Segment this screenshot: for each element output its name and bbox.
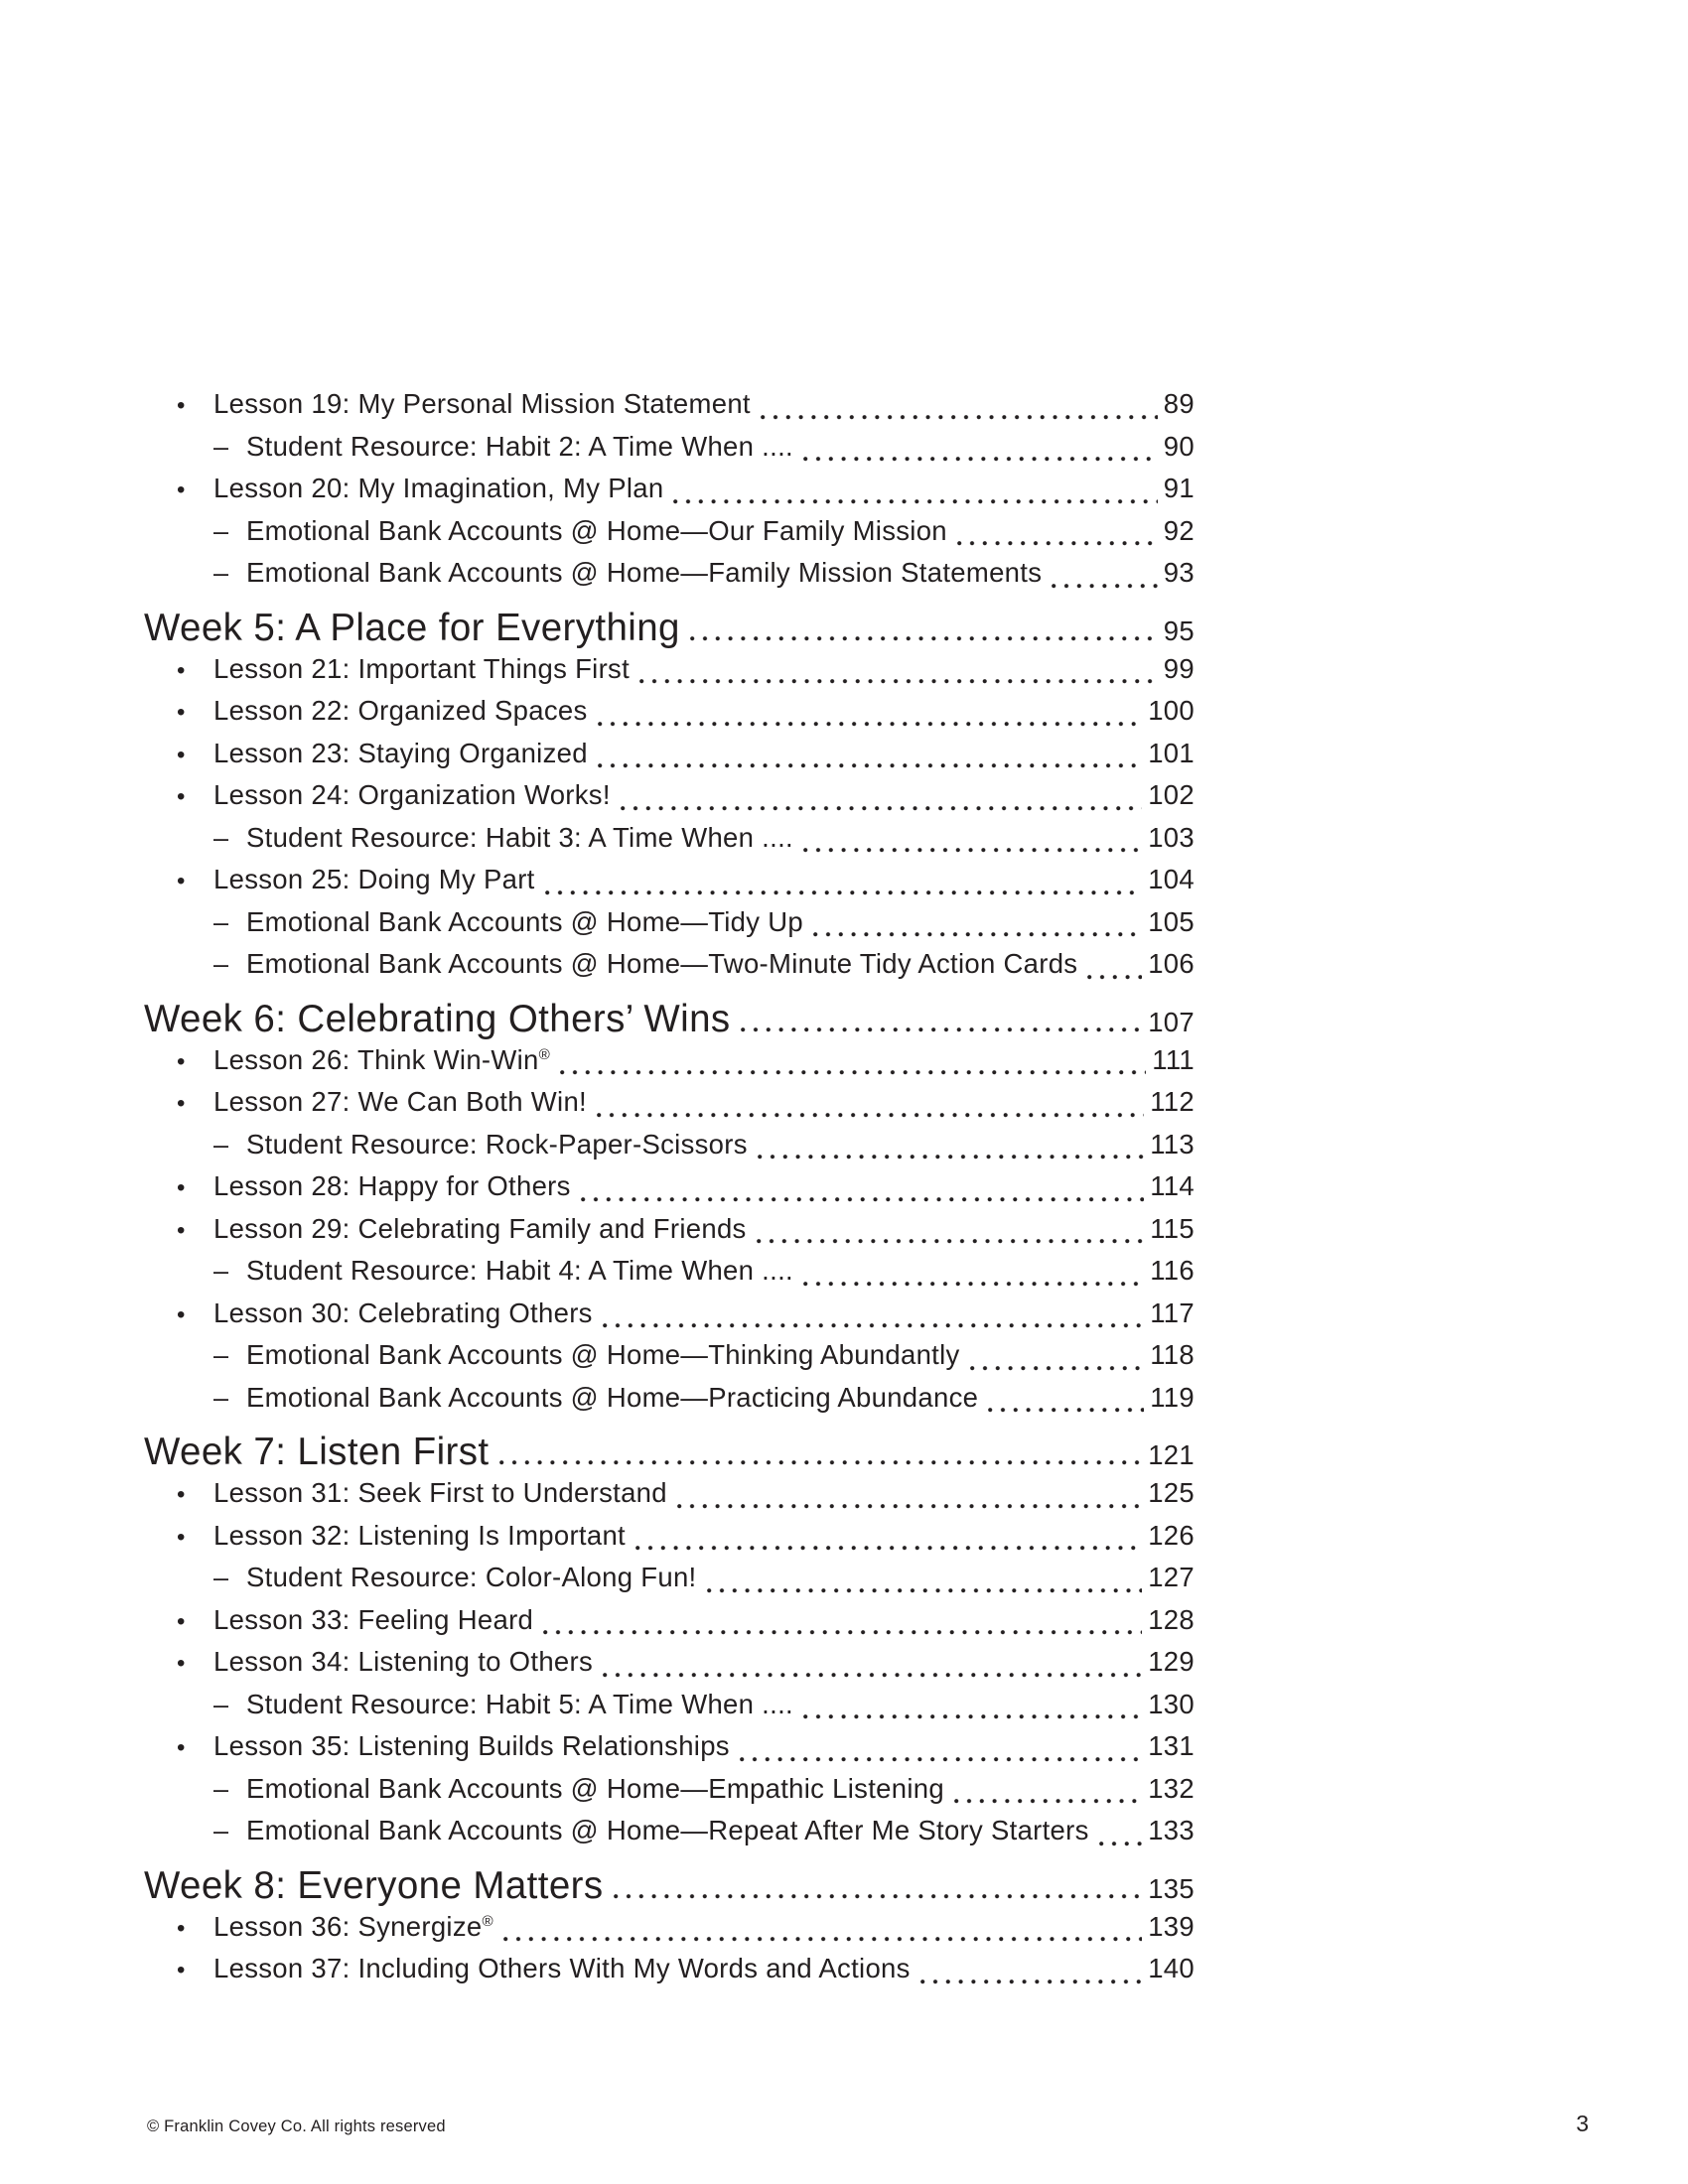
dotted-leader [614,1894,1143,1899]
toc-sub-entry [144,1562,1195,1604]
toc-lesson-entry [144,864,1195,906]
toc-entry-label: Lesson 29: Celebrating Family and Friends [213,1212,747,1244]
bullet-icon: • [177,1216,186,1244]
toc-entry-page-number: 112 [1150,1086,1195,1117]
toc-lesson-entry [144,695,1195,738]
bullet-icon: • [177,1481,186,1508]
toc-lesson-entry [144,1520,1195,1563]
toc-week-heading [144,607,1195,653]
toc-entry-label: Student Resource: Habit 2: A Time When .... [246,430,793,462]
toc-entry-label: Lesson 27: We Can Both Win! [213,1086,587,1117]
dotted-leader [988,1408,1144,1413]
toc-entry-page-number: 125 [1148,1477,1195,1508]
bullet-icon: • [177,1957,186,1983]
toc-entry-page-number: 121 [1148,1439,1195,1470]
bullet-icon: • [177,741,186,768]
bullet-icon: • [177,1734,186,1761]
registered-trademark-symbol: ® [538,1045,550,1063]
toc-entry-page-number: 92 [1163,514,1195,546]
toc-entry-label: Lesson 25: Doing My Part [213,864,535,894]
toc-sub-entry [144,948,1195,991]
bullet-icon: • [177,1607,186,1635]
bullet-icon: • [177,783,186,810]
toc-entry-page-number: 102 [1148,779,1195,810]
dotted-leader [803,457,1158,462]
toc-entry-page-number: 135 [1148,1872,1195,1904]
toc-entry-page-number: 93 [1163,557,1195,588]
dotted-leader [677,1504,1142,1509]
dash-icon: – [213,1816,229,1845]
toc-sub-entry [144,1339,1195,1382]
toc-entry-page-number: 105 [1148,905,1195,937]
toc-lesson-entry [144,1170,1195,1213]
toc-entry-label: Week 8: Everyone Matters [144,1863,604,1907]
dotted-leader [970,1366,1145,1371]
toc-entry-page-number: 139 [1148,1910,1195,1942]
toc-entry-label: Lesson 23: Staying Organized [213,737,588,768]
toc-entry-page-number: 127 [1148,1562,1195,1592]
toc-sub-entry [144,557,1195,600]
toc-entry-label: Emotional Bank Accounts @ Home—Our Family Mission [246,514,947,546]
toc-sub-entry [144,1689,1195,1731]
toc-entry-page-number: 104 [1148,864,1195,894]
toc-entry-page-number: 90 [1163,430,1195,462]
dotted-leader [1099,1842,1143,1846]
toc-sub-entry [144,1129,1195,1171]
page-footer [147,2111,1589,2137]
dotted-leader [639,679,1158,684]
dotted-leader [920,1979,1143,1984]
toc-entry-page-number: 114 [1150,1170,1195,1201]
dotted-leader [603,1673,1142,1678]
dotted-leader [598,722,1143,727]
toc-entry-page-number: 126 [1148,1519,1195,1551]
bullet-icon: • [177,1914,186,1942]
dotted-leader [560,1070,1147,1075]
toc-entry-label: Student Resource: Habit 5: A Time When .... [246,1688,793,1719]
bullet-icon: • [177,477,186,503]
toc-entry-page-number: 132 [1148,1772,1195,1804]
dash-icon: – [213,906,229,937]
toc-lesson-entry [144,779,1195,822]
toc-lesson-entry [144,1953,1195,1995]
toc-entry-page-number: 133 [1148,1815,1195,1845]
toc-lesson-entry [144,1911,1195,1954]
toc-entry-label: Lesson 31: Seek First to Understand [213,1477,667,1508]
toc-lesson-entry [144,388,1195,431]
dotted-leader [740,1757,1142,1762]
dotted-leader [761,415,1158,420]
dotted-leader [621,806,1142,811]
toc-sub-entry [144,906,1195,949]
dotted-leader [741,1027,1143,1032]
toc-entry-label: Emotional Bank Accounts @ Home—Repeat After Me Story Starters [246,1815,1089,1845]
toc-entry-label: Week 7: Listen First [144,1431,490,1473]
toc-sub-entry [144,1255,1195,1297]
toc-entry-page-number: 118 [1150,1339,1195,1370]
toc-entry-page-number: 129 [1148,1646,1195,1677]
bullet-icon: • [177,656,186,684]
dash-icon: – [213,431,229,462]
dash-icon: – [213,1563,229,1592]
toc-lesson-entry [144,653,1195,696]
dotted-leader [543,1630,1142,1635]
bullet-icon: • [177,1523,186,1551]
dotted-leader [635,1546,1142,1551]
dash-icon: – [213,1382,229,1413]
toc-entry-page-number: 131 [1148,1730,1195,1761]
toc-entry-label: Lesson 21: Important Things First [213,652,631,684]
toc-lesson-entry [144,473,1195,515]
dotted-leader [954,1799,1142,1804]
toc-entry-label: Lesson 35: Listening Builds Relationships [213,1730,730,1761]
bullet-icon: • [177,1047,186,1075]
dash-icon: – [213,1773,229,1804]
registered-trademark-symbol: ® [482,1912,493,1930]
dotted-leader [957,541,1158,546]
toc-week-heading [144,998,1195,1044]
toc-sub-entry [144,1773,1195,1816]
toc-entry-label: Lesson 20: My Imagination, My Plan [213,473,664,503]
toc-entry-label: Lesson 19: My Personal Mission Statement [213,388,751,419]
dash-icon: – [213,949,229,979]
dotted-leader [581,1197,1145,1202]
toc-entry-label: Lesson 26: Think Win-Win® [213,1043,550,1075]
copyright-notice: © Franklin Covey Co. All rights reserved [147,2117,446,2135]
dotted-leader [499,1460,1143,1465]
toc-lesson-entry [144,1297,1195,1340]
dotted-leader [1052,584,1158,589]
toc-entry-label: Lesson 33: Feeling Heard [213,1603,534,1635]
bullet-icon: • [177,1650,186,1677]
toc-entry-page-number: 113 [1150,1128,1195,1160]
dotted-leader [758,1155,1144,1160]
dotted-leader [503,1937,1143,1942]
dotted-leader [597,1113,1144,1118]
toc-sub-entry [144,515,1195,558]
toc-entry-label: Lesson 32: Listening Is Important [213,1519,627,1551]
toc-entry-label: Emotional Bank Accounts @ Home—Practicing Abundance [246,1381,979,1413]
toc-entry-page-number: 106 [1148,948,1195,979]
toc-week-heading [144,1864,1195,1911]
toc-entry-label: Emotional Bank Accounts @ Home—Thinking Abundantly [246,1339,960,1370]
toc-entry-label: Student Resource: Habit 3: A Time When .... [246,821,793,853]
dash-icon: – [213,1689,229,1719]
toc-entry-page-number: 130 [1148,1688,1195,1719]
toc-entry-page-number: 101 [1148,737,1195,768]
toc-sub-entry [144,431,1195,474]
dotted-leader [803,848,1142,853]
dotted-leader [673,499,1157,504]
dotted-leader [545,890,1143,895]
toc-lesson-entry [144,1086,1195,1129]
bullet-icon: • [177,868,186,894]
toc-entry-page-number: 140 [1148,1953,1195,1983]
toc-sub-entry [144,822,1195,865]
toc-entry-label: Lesson 34: Listening to Others [213,1646,594,1677]
toc-entry-label: Week 5: A Place for Everything [144,606,680,649]
toc-lesson-entry [144,1477,1195,1520]
toc-entry-label: Emotional Bank Accounts @ Home—Two-Minute Tidy Action Cards [246,948,1078,979]
dash-icon: – [213,558,229,588]
toc-lesson-entry [144,1213,1195,1256]
toc-lesson-entry [144,1646,1195,1689]
toc-entry-label: Emotional Bank Accounts @ Home—Family Mission Statements [246,557,1043,588]
toc-entry-label: Student Resource: Rock-Paper-Scissors [246,1128,748,1160]
dotted-leader [757,1239,1145,1244]
toc-entry-page-number: 111 [1152,1043,1195,1075]
toc-entry-page-number: 115 [1150,1212,1195,1244]
dotted-leader [690,636,1158,641]
bullet-icon: • [177,392,186,419]
toc-lesson-entry [144,1604,1195,1647]
toc-entry-label: Week 6: Celebrating Others’ Wins [144,997,731,1040]
toc-entry-page-number: 128 [1148,1603,1195,1635]
dash-icon: – [213,515,229,546]
toc-entry-page-number: 119 [1150,1381,1195,1413]
dash-icon: – [213,1340,229,1370]
dotted-leader [1087,975,1142,980]
toc-entry-label: Lesson 36: Synergize® [213,1910,493,1942]
toc-entry-page-number: 107 [1148,1006,1195,1037]
toc-entry-page-number: 95 [1163,614,1195,646]
dash-icon: – [213,1256,229,1286]
toc-entry-page-number: 103 [1148,821,1195,853]
dotted-leader [707,1588,1143,1593]
toc-sub-entry [144,1815,1195,1857]
table-of-contents [144,388,1195,1995]
toc-week-heading [144,1431,1195,1477]
dotted-leader [803,1714,1142,1719]
toc-entry-page-number: 99 [1163,652,1195,684]
toc-entry-label: Lesson 28: Happy for Others [213,1170,571,1201]
toc-entry-page-number: 117 [1150,1297,1195,1328]
toc-entry-page-number: 89 [1163,388,1195,419]
bullet-icon: • [177,699,186,726]
toc-entry-label: Lesson 30: Celebrating Others [213,1297,593,1328]
toc-lesson-entry [144,1044,1195,1087]
toc-entry-label: Student Resource: Color-Along Fun! [246,1562,697,1592]
toc-sub-entry [144,1382,1195,1425]
toc-entry-page-number: 91 [1163,473,1195,503]
bullet-icon: • [177,1174,186,1201]
dash-icon: – [213,822,229,853]
toc-lesson-entry [144,738,1195,780]
page-number: 3 [1576,2111,1589,2136]
dotted-leader [813,932,1142,937]
toc-entry-page-number: 100 [1148,695,1195,726]
toc-entry-label: Emotional Bank Accounts @ Home—Tidy Up [246,905,804,937]
bullet-icon: • [177,1300,186,1328]
toc-entry-label: Student Resource: Habit 4: A Time When .... [246,1255,793,1286]
toc-entry-page-number: 116 [1150,1255,1195,1286]
dotted-leader [803,1282,1144,1287]
toc-entry-label: Lesson 22: Organized Spaces [213,695,588,726]
toc-entry-label: Lesson 37: Including Others With My Words and Actions [213,1953,911,1983]
bullet-icon: • [177,1090,186,1117]
dotted-leader [598,763,1142,768]
dash-icon: – [213,1129,229,1160]
toc-entry-label: Emotional Bank Accounts @ Home—Empathic Listening [246,1772,944,1804]
toc-entry-label: Lesson 24: Organization Works! [213,779,611,810]
toc-lesson-entry [144,1730,1195,1773]
dotted-leader [603,1323,1145,1328]
